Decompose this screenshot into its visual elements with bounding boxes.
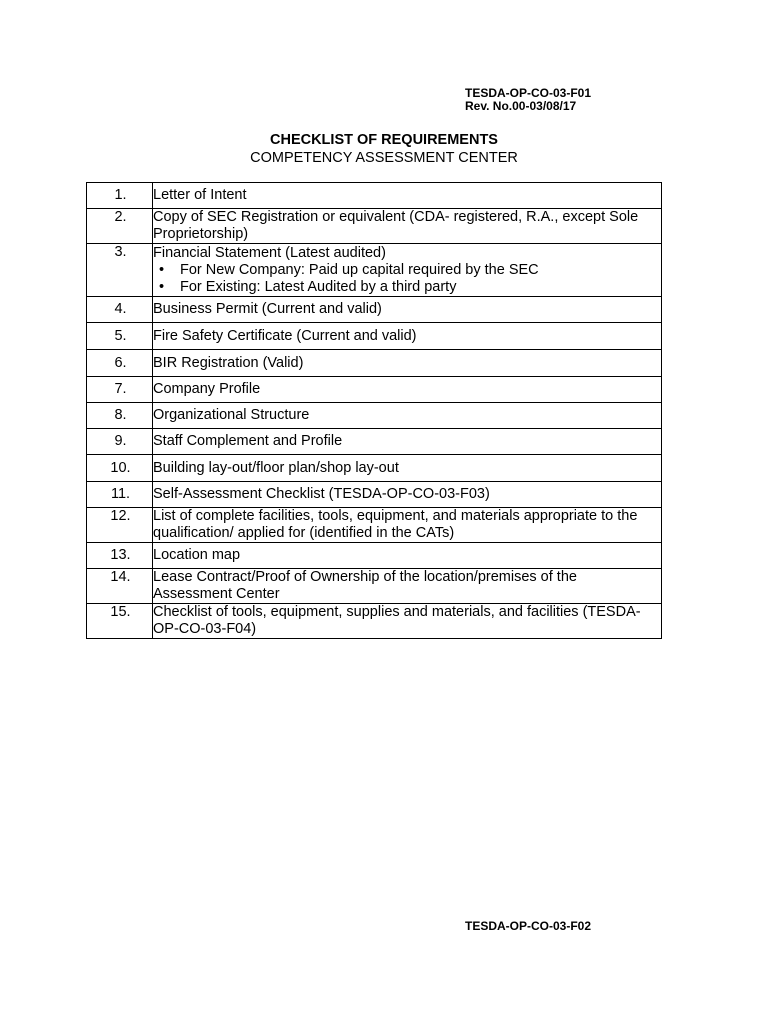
table-row xyxy=(87,482,662,508)
list-item: • For Existing: Latest Audited by a third party xyxy=(153,279,653,296)
item-number: 12. xyxy=(87,508,153,543)
item-number: 6. xyxy=(87,350,153,377)
item-number: 14. xyxy=(87,569,153,604)
title-block xyxy=(0,132,768,167)
item-text: Self-Assessment Checklist (TESDA-OP-CO-03-F03) xyxy=(153,482,662,508)
item-number: 11. xyxy=(87,482,153,508)
table-row xyxy=(87,297,662,323)
item-number: 15. xyxy=(87,604,153,639)
item-text: List of complete facilities, tools, equipment, and materials appropriate to the qualification/ applied for (identified in the CATs) xyxy=(153,508,662,543)
item-text: Financial Statement (Latest audited) xyxy=(153,244,386,261)
item-text: Copy of SEC Registration or equivalent (CDA- registered, R.A., except Sole Proprietorship) xyxy=(153,209,662,244)
item-number: 5. xyxy=(87,323,153,350)
item-text: Letter of Intent xyxy=(153,183,662,209)
item-text: Organizational Structure xyxy=(153,403,662,429)
table-row xyxy=(87,569,662,604)
item-number: 8. xyxy=(87,403,153,429)
form-code: TESDA-OP-CO-03-F01 xyxy=(465,86,592,100)
table-row xyxy=(87,323,662,350)
list-item: • For New Company: Paid up capital required by the SEC xyxy=(153,262,653,279)
table-row xyxy=(87,183,662,209)
item-number: 4. xyxy=(87,297,153,323)
table-row xyxy=(87,508,662,543)
revision-number: Rev. No.00-03/08/17 xyxy=(465,99,577,113)
bullet-list xyxy=(153,262,653,296)
item-text: Company Profile xyxy=(153,377,662,403)
table-row xyxy=(87,604,662,639)
table-row xyxy=(87,377,662,403)
table-row xyxy=(87,209,662,244)
item-number: 10. xyxy=(87,455,153,482)
item-text: Checklist of tools, equipment, supplies and materials, and facilities (TESDA-OP-CO-03-F04) xyxy=(153,604,662,639)
item-number: 13. xyxy=(87,543,153,569)
table-row xyxy=(87,403,662,429)
item-number: 2. xyxy=(87,209,153,244)
item-text: BIR Registration (Valid) xyxy=(153,350,662,377)
table-row xyxy=(87,429,662,455)
item-text: Business Permit (Current and valid) xyxy=(153,297,662,323)
table-row xyxy=(87,543,662,569)
item-text: Staff Complement and Profile xyxy=(153,429,662,455)
item-number: 3. xyxy=(87,244,153,297)
item-cell xyxy=(153,244,662,297)
footer-form-code: TESDA-OP-CO-03-F02 xyxy=(465,919,592,933)
item-text: Lease Contract/Proof of Ownership of the location/premises of the Assessment Center xyxy=(153,569,662,604)
item-text: Fire Safety Certificate (Current and valid) xyxy=(153,323,662,350)
table-row xyxy=(87,244,662,297)
document-subtitle: COMPETENCY ASSESSMENT CENTER xyxy=(250,150,518,166)
item-number: 9. xyxy=(87,429,153,455)
item-text: Location map xyxy=(153,543,662,569)
document-title: CHECKLIST OF REQUIREMENTS xyxy=(270,132,498,148)
table-row xyxy=(87,455,662,482)
table-row xyxy=(87,350,662,377)
item-text: Building lay-out/floor plan/shop lay-out xyxy=(153,455,662,482)
requirements-table xyxy=(86,182,662,639)
form-code-block xyxy=(465,87,591,113)
item-number: 7. xyxy=(87,377,153,403)
item-number: 1. xyxy=(87,183,153,209)
